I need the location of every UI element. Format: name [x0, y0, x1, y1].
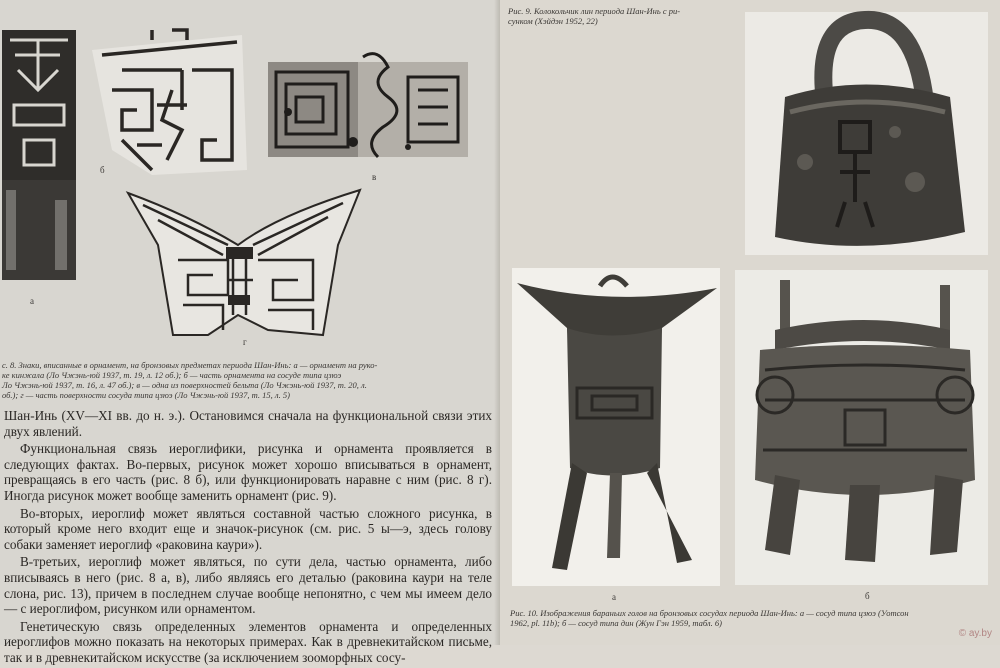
- figure-8g-jue-vessel-surface: [128, 185, 360, 340]
- caption-line: Ло Чжэнь-юй 1937, т. 16, л. 47 об.); в — одна из поверхностей бельта (Ло Чжэнь-юй 1937, т. 20, л.: [2, 380, 367, 390]
- paragraph: В-третьих, иероглиф может являться, по сути дела, частью орнамента, либо вписываясь в него (рис. 8 а, в), либо являясь его деталью (раковина каури на теле слона, рис. 13), причем в последнем случае вообще непонятно, с чем мы имеем дело — с иероглифом, рисунком или орнаментом.: [4, 554, 492, 617]
- figure-10b-ding-vessel-photo: [735, 270, 988, 585]
- left-page: [0, 0, 500, 665]
- figure-label-b: б: [100, 165, 105, 175]
- body-text: [4, 408, 492, 668]
- paragraph: Шан-Инь (XV—XI вв. до н. э.). Остановимся сначала на функциональной связи этих двух явлений.: [4, 408, 492, 439]
- caption-line: Рис. 10. Изображения бараньих голов на бронзовых сосудах периода Шан-Инь: а — сосуд типа цзюэ (Уотсон: [510, 608, 909, 618]
- figure-8a-dagger-ornament: [0, 30, 80, 290]
- figure-9-caption: [508, 6, 744, 26]
- figure-label-g: г: [243, 337, 247, 347]
- figure-label-v: в: [372, 172, 377, 182]
- caption-line: 1962, pl. 11b); б — сосуд типа дин (Жун Гэн 1959, табл. 6): [510, 618, 722, 628]
- figure-8-caption: [2, 360, 494, 400]
- caption-line: с. 8. Знаки, вписанные в орнамент, на бронзовых предметах периода Шан-Инь: а — орнамент на руко-: [2, 360, 378, 370]
- caption-line: ке кинжала (Ло Чжэнь-юй 1937, т. 19, л. 12 об.); б — часть орнамента на сосуде типа цзюэ: [2, 370, 342, 380]
- caption-line: об.); г — часть поверхности сосуда типа цзюэ (Ло Чжэнь-юй 1937, т. 15, л. 5): [2, 390, 290, 400]
- figure-10-caption: [510, 608, 996, 628]
- figure-9-bell-photo: [745, 12, 988, 255]
- caption-line: Рис. 9. Колокольчик лин периода Шан-Инь с ри-: [508, 6, 681, 16]
- paragraph: Во-вторых, иероглиф может являться составной частью сложного рисунка, в который кроме него входит еще и значок-рисунок (см. рис. 5 ы—э, здесь голову собаки заменяет иероглиф «раковина каури»).: [4, 505, 492, 552]
- watermark: © ay.by: [958, 628, 992, 639]
- figure-8b-vessel-ornament: [92, 30, 252, 180]
- paragraph: Функциональная связь иероглифики, рисунка и орнамента проявляется в следующих фактах. Во-первых, рисунок может хорошо вписываться в орнамент, превращаясь в его часть (рис. 8 б), или функционировать наравне с ним (рис. 8 г). Иногда рисунок может вообще заменить орнамент (рис. 9).: [4, 441, 492, 503]
- figure-10a-jue-vessel-photo: [512, 268, 720, 586]
- photo-label-a: а: [612, 592, 616, 602]
- figure-label-a: а: [30, 296, 34, 306]
- caption-line: сунком (Хэйдэн 1952, 22): [508, 16, 598, 26]
- paragraph: Генетическую связь определенных элементов орнамента и определенных иероглифов можно показать на некоторых примерах. Как в древнекитайском письме, так и в древнекитайском искусстве (за исключением зооморфных сосу-: [4, 618, 492, 665]
- right-page: [500, 0, 1000, 645]
- figure-8v-bell-surface: [268, 52, 468, 164]
- photo-label-b: б: [865, 591, 870, 601]
